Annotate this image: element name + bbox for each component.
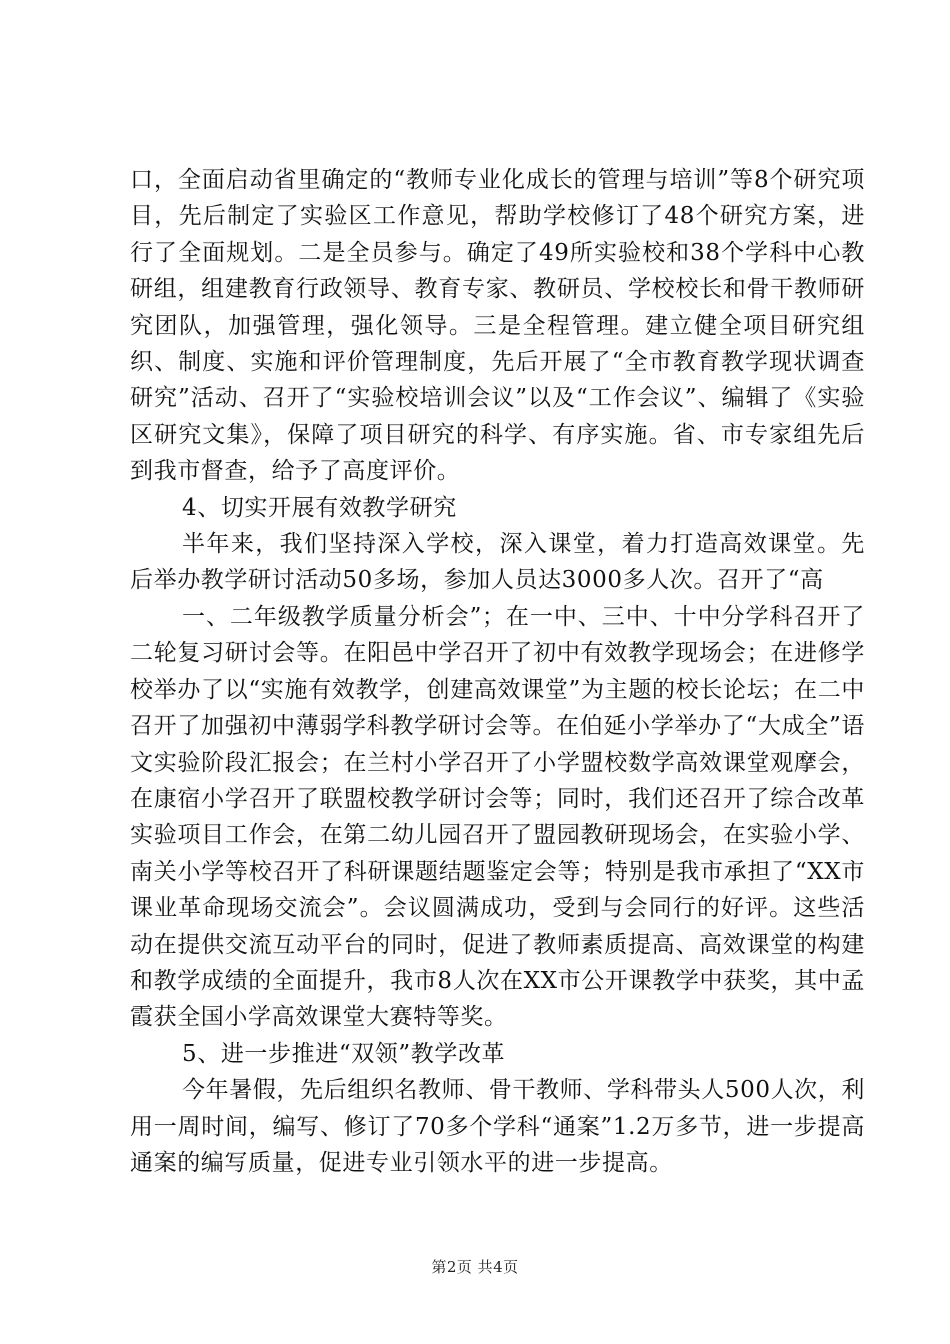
body-paragraph: 今年暑假，先后组织名教师、骨干教师、学科带头人500人次，利用一周时间，编写、修订了70多个学科“通案”1.2万多节，进一步提高通案的编写质量，促进专业引领水平的进一步提高。 [130, 1077, 865, 1176]
section-heading: 5、进一步推进“双领”教学改革 [182, 1040, 506, 1067]
body-paragraph: 口，全面启动省里确定的“教师专业化成长的管理与培训”等8个研究项目，先后制定了实验区工作意见，帮助学校修订了48个研究方案，进行了全面规划。二是全员参与。确定了49所实验校和38个学科中心教研组，组建教育行政领导、教育专家、教研员、学校校长和骨干教师研究团队，加强管理，强化领导。三是全程管理。建立健全项目研究组织、制度、实施和评价管理制度，先后开展了“全市教育教学现状调查研究”活动、召开了“实验校培训会议”以及“工作会议”、编辑了《实验区研究文集》，保障了项目研究的科学、有序实施。省、市专家组先后到我市督查，给予了高度评价。 [130, 167, 865, 485]
section-heading: 4、切实开展有效教学研究 [182, 494, 457, 521]
body-paragraph: 半年来，我们坚持深入学校，深入课堂，着力打造高效课堂。先后举办教学研讨活动50多场，参加人员达3000多人次。召开了“高 [130, 531, 865, 594]
page-number: 第2页 共4页 [431, 1258, 519, 1276]
document-body [130, 162, 865, 1181]
body-paragraph: 一、二年级教学质量分析会”；在一中、三中、十中分学科召开了二轮复习研讨会等。在阳邑中学召开了初中有效教学现场会；在进修学校举办了以“实施有效教学，创建高效课堂”为主题的校长论坛；在二中召开了加强初中薄弱学科教学研讨会等。在伯延小学举办了“大成全”语文实验阶段汇报会；在兰村小学召开了小学盟校数学高效课堂观摩会，在康宿小学召开了联盟校教学研讨会等；同时，我们还召开了综合改革实验项目工作会，在第二幼儿园召开了盟园教研现场会，在实验小学、南关小学等校召开了科研课题结题鉴定会等；特别是我市承担了“XX市课业革命现场交流会”。会议圆满成功，受到与会同行的好评。这些活动在提供交流互动平台的同时，促进了教师素质提高、高效课堂的构建和教学成绩的全面提升，我市8人次在XX市公开课教学中获奖，其中孟霞获全国小学高效课堂大赛特等奖。 [130, 603, 865, 1031]
page-footer [0, 1256, 950, 1277]
